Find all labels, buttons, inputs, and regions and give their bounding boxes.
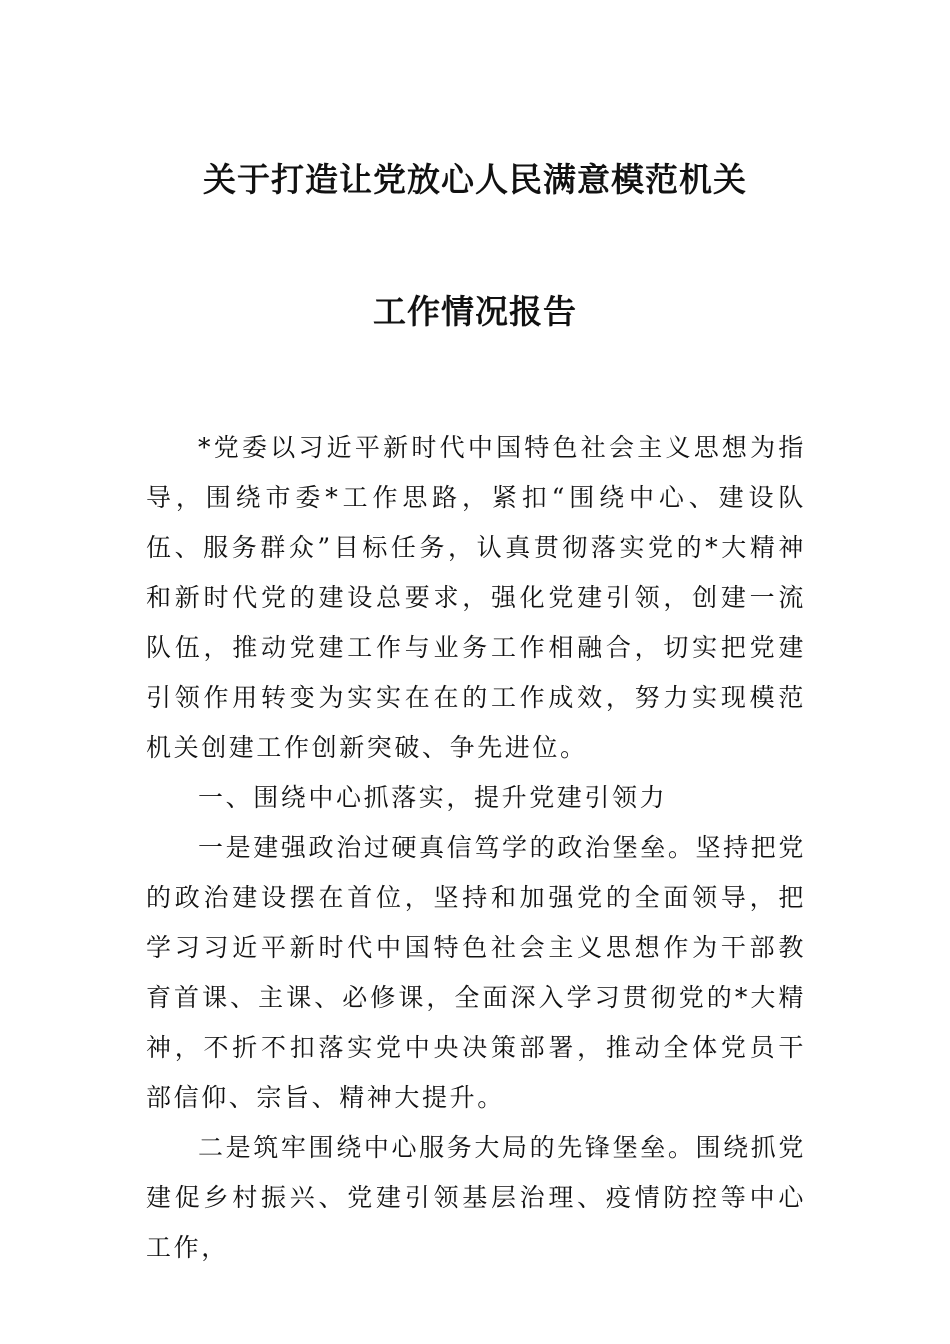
section-heading-1: 一、围绕中心抓落实，提升党建引领力 bbox=[198, 783, 668, 812]
document-title-line-1: 关于打造让党放心人民满意模范机关 bbox=[203, 160, 747, 199]
document-title-line-2: 工作情况报告 bbox=[373, 292, 577, 331]
intro-paragraph: *党委以习近平新时代中国特色社会主义思想为指导，围绕市委*工作思路，紧扣“围绕中心、建设队伍、服务群众”目标任务，认真贯彻落实党的*大精神和新时代党的建设总要求，强化党建引领，创建一流队伍，推动党建工作与业务工作相融合，切实把党建引领作用转变为实实在在的工作成效，努力实现模范机关创建工作创新突破、争先进位。 bbox=[146, 433, 806, 762]
body-paragraph-2: 二是筑牢围绕中心服务大局的先锋堡垒。围绕抓党建促乡村振兴、党建引领基层治理、疫情防控等中心工作， bbox=[146, 1133, 806, 1262]
body-paragraph-1: 一是建强政治过硬真信笃学的政治堡垒。坚持把党的政治建设摆在首位，坚持和加强党的全面领导，把学习习近平新时代中国特色社会主义思想作为干部教育首课、主课、必修课，全面深入学习贯彻党的*大精神，不折不扣落实党中央决策部署，推动全体党员干部信仰、宗旨、精神大提升。 bbox=[146, 833, 806, 1112]
document-body bbox=[146, 423, 806, 1273]
